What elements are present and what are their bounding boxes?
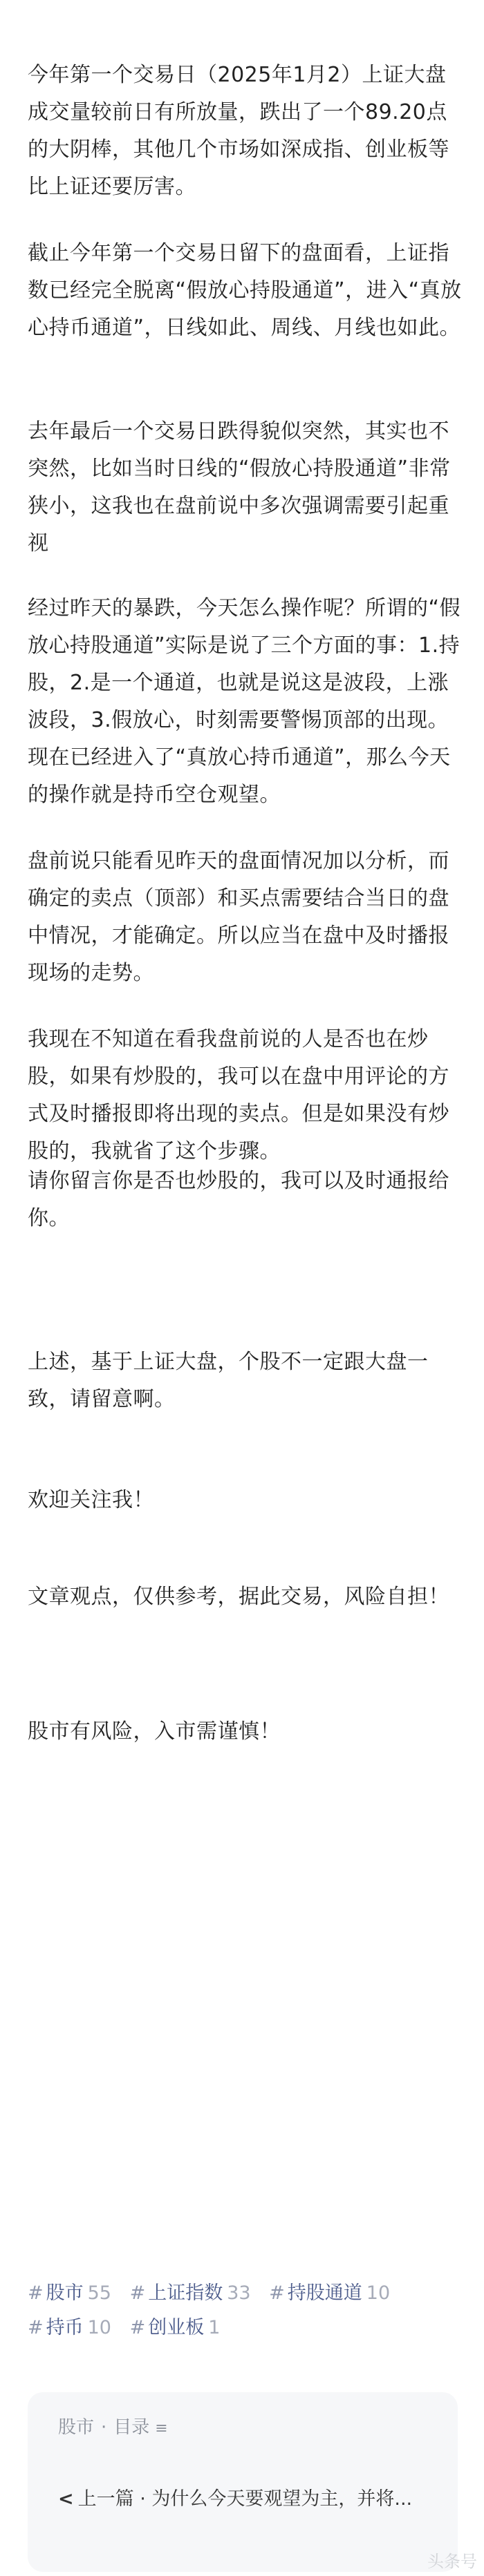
tag-count: 33 xyxy=(227,2282,251,2304)
previous-article-text: 上一篇 · 为什么今天要观望为主，并将... xyxy=(77,2488,413,2510)
article-paragraph-4: 经过昨天的暴跌，今天怎么操作呢？所谓的“假放心持股通道”实际是说了三个方面的事：1.持股，2.是一个通道，也就是说这是波段，上涨波段，3.假放心，时刻需要警惕顶部的出现。现在已经进入了“真放心持币通道”，那么今天的操作就是持币空仓观望。 xyxy=(28,596,461,807)
watermark-logo: 头条号 xyxy=(427,2552,477,2571)
collection-card xyxy=(28,2392,458,2572)
collection-header[interactable] xyxy=(58,2413,168,2439)
article-paragraph-2: 截止今年第一个交易日留下的盘面看，上证指数已经完全脱离“假放心持股通道”，进入“真放心持币通道”，日线如此、周线、月线也如此。 xyxy=(28,241,462,340)
hash-icon: # xyxy=(28,2282,44,2304)
tag-item[interactable] xyxy=(130,2276,251,2311)
tag-count: 10 xyxy=(87,2317,111,2338)
article-paragraph-3: 去年最后一个交易日跌得貌似突然，其实也不突然，比如当时日线的“假放心持股通道”非常狭小，这我也在盘前说中多次强调需要引起重视 xyxy=(28,419,451,555)
tag-list xyxy=(28,2276,463,2345)
catalog-label: 目录 xyxy=(113,2417,150,2438)
hash-icon: # xyxy=(28,2317,44,2338)
hash-icon: # xyxy=(129,2282,146,2304)
article-paragraph-1: 今年第一个交易日（2025年1月2）上证大盘成交量较前日有所放量，跌出了一个89.20点的大阴棒，其他几个市场如深成指、创业板等比上证还要厉害。 xyxy=(28,63,449,199)
tag-item[interactable] xyxy=(130,2311,221,2345)
risk-warning: 股市有风险，入市需谨慎！ xyxy=(28,1719,281,1744)
article-paragraph-5: 盘前说只能看见昨天的盘面情况加以分析，而确定的卖点（顶部）和买点需要结合当日的盘中情况，才能确定。所以应当在盘中及时播报现场的走势。 xyxy=(28,849,449,985)
tag-label: 股市 xyxy=(46,2282,84,2304)
hash-icon: # xyxy=(129,2317,146,2338)
article-paragraph-8: 上述，基于上证大盘，个股不一定跟大盘一致，请留意啊。 xyxy=(28,1350,429,1411)
follow-prompt: 欢迎关注我！ xyxy=(28,1488,154,1512)
tag-count: 55 xyxy=(87,2282,111,2304)
tag-label: 持股通道 xyxy=(287,2282,362,2304)
collection-name: 股市 xyxy=(58,2417,95,2438)
tag-label: 创业板 xyxy=(148,2317,205,2338)
tag-label: 上证指数 xyxy=(148,2282,223,2304)
article-paragraph-7: 请你留言你是否也炒股的，我可以及时通报给你。 xyxy=(28,1169,449,1230)
article-paragraph-6: 我现在不知道在看我盘前说的人是否也在炒股，如果有炒股的，我可以在盘中用评论的方式及时播报即将出现的卖点。但是如果没有炒股的，我就省了这个步骤。 xyxy=(28,1027,449,1163)
tag-item[interactable] xyxy=(269,2276,390,2311)
previous-article-link[interactable] xyxy=(58,2483,412,2510)
menu-icon: ≡ xyxy=(155,2420,168,2437)
tag-label: 持币 xyxy=(46,2317,84,2338)
separator-dot: · xyxy=(101,2417,107,2438)
hash-icon: # xyxy=(269,2282,285,2304)
tag-count: 1 xyxy=(208,2317,221,2338)
disclaimer-text: 文章观点，仅供参考，据此交易，风险自担！ xyxy=(28,1585,449,1609)
chevron-left-icon: < xyxy=(58,2488,74,2510)
tag-item[interactable] xyxy=(28,2276,111,2311)
tag-count: 10 xyxy=(366,2282,391,2304)
tag-item[interactable] xyxy=(28,2311,111,2345)
